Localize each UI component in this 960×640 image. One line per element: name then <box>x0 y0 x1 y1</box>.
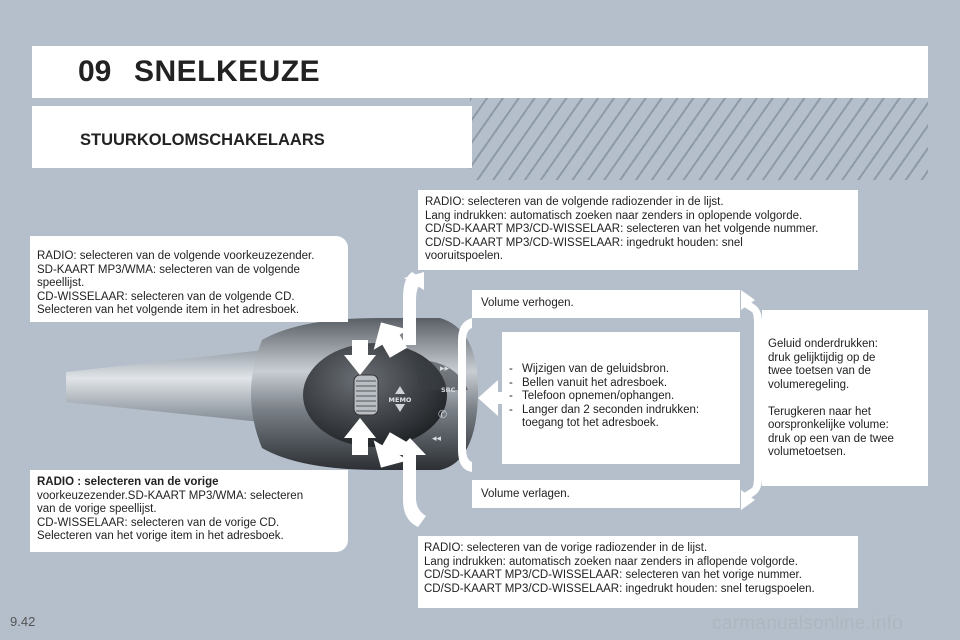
chapter-number: 09 <box>78 55 112 88</box>
memo-label: MEMO <box>388 396 412 404</box>
rewind-icon: ◂◂ <box>432 434 442 444</box>
src-label: SRC <box>441 386 456 394</box>
page-title: SNELKEUZE <box>134 55 321 88</box>
volume-down-box: Volume verlagen. <box>472 480 740 508</box>
page-number: 9.42 <box>10 614 36 629</box>
volume-up-box: Volume verhogen. <box>472 290 740 318</box>
source-list: - Wijzigen van de geluidsbron. - Bellen vanuit het adresboek. - Telefoon opnemen/ophangen. - Langer dan 2 seconden indrukken: toegang tot het adresboek. <box>507 363 736 431</box>
fast-forward-icon: ▸▸ <box>440 364 450 374</box>
mute-box: Geluid onderdrukken: druk gelijktijdig op de twee toetsen van de volumeregeling. Terugkeren naar het oorspronkelijke volume: druk op een van de twee volumetoetsen. <box>762 310 928 486</box>
radio-next-preset-box: RADIO: selecteren van de volgende voorkeuzezender. SD-KAART MP3/WMA: selecteren van de volgende speellijst. CD-WISSELAAR: selecteren van de volgende CD. Selecteren van het volgende item in het adresboek. <box>30 236 348 322</box>
phone-icon: ✆ <box>438 408 448 421</box>
radio-prev-station-box: RADIO: selecteren van de vorige radiozender in de lijst. Lang indrukken: automatisch zoeken naar zenders in aflopende volgorde. CD/SD-KAART MP3/CD-WISSELAAR: selecteren van het vorige nummer. CD/SD-KAART MP3/CD-WISSELAAR: ingedrukt houden: snel terugspoelen. <box>418 536 858 608</box>
radio-next-station-box: RADIO: selecteren van de volgende radiozender in de lijst. Lang indrukken: automatisch zoeken naar zenders in oplopende volgorde. CD/SD-KAART MP3/CD-WISSELAAR: selecteren van het volgende nummer. CD/SD-KAART MP3/CD-WISSELAAR: ingedrukt houden: snel vooruitspoelen. <box>418 190 858 270</box>
radio-prev-preset-box: RADIO : selecteren van de vorige voorkeuzezender.SD-KAART MP3/WMA: selecteren van de vorige speellijst. CD-WISSELAAR: selecteren van de vorige CD. Selecteren van het vorige item in het adresboek. <box>30 470 348 552</box>
watermark: carmanualsonline.info <box>712 613 904 634</box>
source-box <box>502 332 740 464</box>
section-subtitle: STUURKOLOMSCHAKELAARS <box>80 131 325 149</box>
